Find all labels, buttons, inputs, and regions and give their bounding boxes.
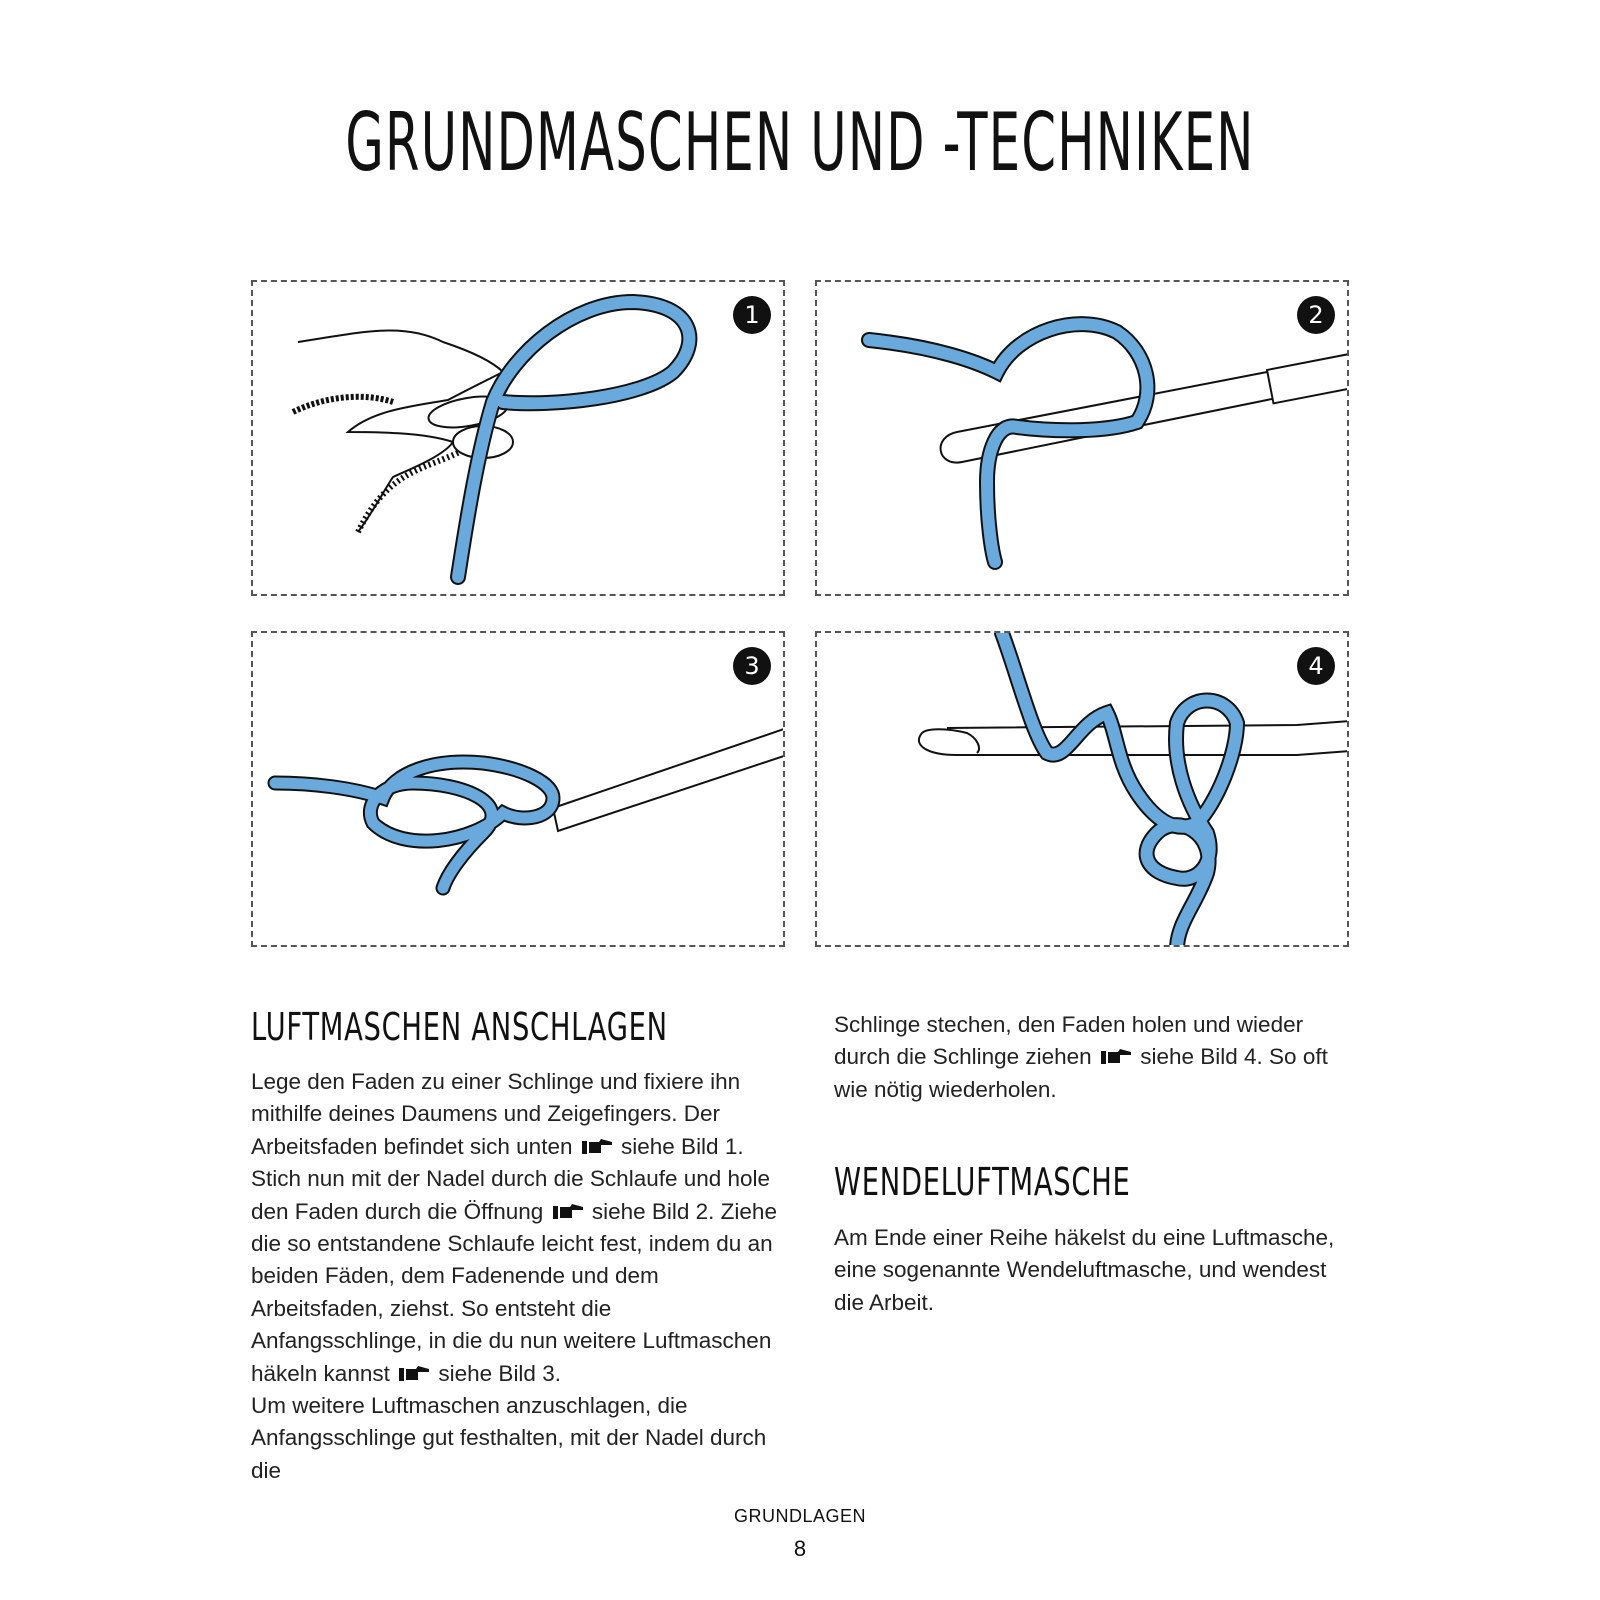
pointing-hand-icon <box>1100 1048 1132 1066</box>
page-number: 8 <box>793 1536 807 1561</box>
step-number-badge: 4 <box>1297 647 1335 685</box>
section-heading-wendeluftmasche: WENDELUFTMASCHE <box>834 1160 1131 1204</box>
page-title: GRUNDMASCHEN UND -TECHNIKEN <box>345 96 1255 189</box>
text-span: siehe Bild 4. So oft wie nötig wiederholen. <box>834 1044 1328 1102</box>
pointing-hand-icon <box>552 1203 584 1221</box>
paragraph <box>251 1066 779 1390</box>
section-body-wendeluftmasche <box>834 1222 1362 1319</box>
text-span: siehe Bild 2. Ziehe die so entstandene Schlaufe leicht fest, indem du an beiden Fäden, dem Fadenende und dem Arbeitsfaden, ziehst. So entsteht die Anfangsschlinge, in die du nun weitere Luftmaschen häkeln kannst <box>251 1198 777 1386</box>
paragraph: Um weitere Luftmaschen anzuschlagen, die Anfangsschlinge gut festhalten, mit der Nadel durch die <box>251 1393 767 1483</box>
step-number-badge: 1 <box>733 296 771 334</box>
step-number-badge: 2 <box>1297 296 1335 334</box>
step-number-badge: 3 <box>733 647 771 685</box>
footer-section-label: GRUNDLAGEN <box>733 1506 867 1526</box>
text-span: Schlinge stechen, den Faden holen und wieder durch die Schlinge ziehen <box>834 1012 1304 1070</box>
pointing-hand-icon <box>398 1365 430 1383</box>
text-span: siehe Bild 3. <box>438 1360 561 1386</box>
section-body-luftmaschen <box>251 1066 779 1487</box>
slip-knot-on-hook-illustration <box>253 633 785 947</box>
paragraph <box>834 1009 1354 1106</box>
illustration-panel-2 <box>815 280 1349 596</box>
text-span: siehe Bild 1. Stich nun mit der Nadel durch die Schlaufe und hole den Faden durch die Öffnung <box>251 1133 771 1224</box>
section-body-continued <box>834 1009 1354 1106</box>
illustration-panel-1 <box>251 280 785 596</box>
illustration-panel-4 <box>815 631 1349 947</box>
pointing-hand-icon <box>581 1138 613 1156</box>
hook-through-loop-illustration <box>817 282 1349 596</box>
hand-holding-yarn-loop-illustration <box>253 282 785 596</box>
paragraph: Am Ende einer Reihe häkelst du eine Luftmasche, eine sogenannte Wendeluftmasche, und wendest die Arbeit. <box>834 1225 1335 1315</box>
chain-stitch-illustration <box>817 633 1349 947</box>
section-heading-luftmaschen: LUFTMASCHEN ANSCHLAGEN <box>251 1005 668 1049</box>
illustration-panel-3 <box>251 631 785 947</box>
text-span: Lege den Faden zu einer Schlinge und fixiere ihn mithilfe deines Daumens und Zeigefingers. Der Arbeitsfaden befindet sich unten <box>251 1069 741 1159</box>
